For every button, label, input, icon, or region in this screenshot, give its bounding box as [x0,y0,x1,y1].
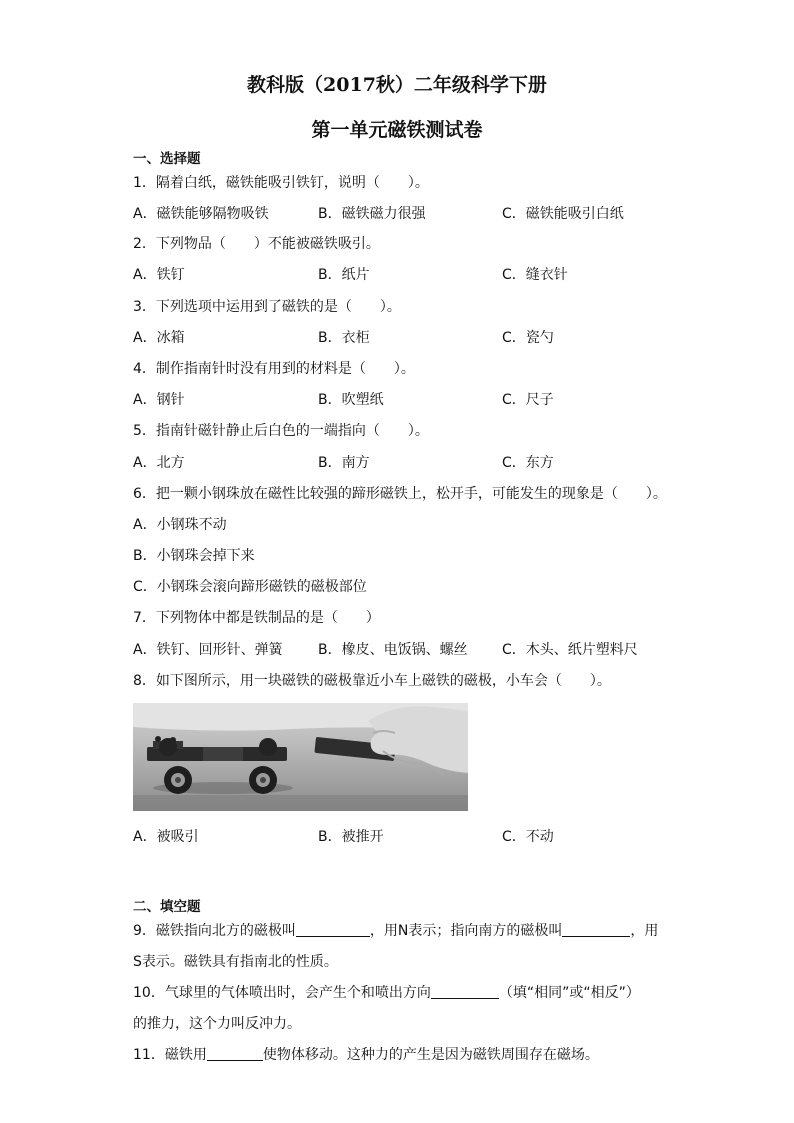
q6-option-b: B．小钢珠会掉下来 [133,548,255,564]
q8-option-b: B．被推开 [318,829,384,845]
magnet-car-photo [133,703,468,811]
q5-option-c: C．东方 [502,455,554,471]
q3-option-c: C．瓷勺 [502,330,554,346]
q4-option-c: C．尺子 [502,392,554,408]
question-8: 8．如下图所示，用一块磁铁的磁极靠近小车上磁铁的磁极，小车会（ ）。 [133,673,611,689]
question-4: 4．制作指南针时没有用到的材料是（ ）。 [133,361,415,377]
q9-text-1: 9．磁铁指向北方的磁极叫 [133,923,296,939]
q11-text-2: 使物体移动。这种力的产生是因为磁铁周围存在磁场。 [262,1047,599,1063]
q11-blank[interactable] [207,1046,263,1061]
q7-option-a: A．铁钉、回形针、弹簧 [133,642,283,658]
question-9-line-2: S表示。磁铁具有指南北的性质。 [133,954,338,970]
q10-blank[interactable] [431,984,499,999]
q1-option-b: B．磁铁磁力很强 [318,206,426,222]
document-title: 教科版（2017秋）二年级科学下册 [247,74,547,96]
question-5: 5．指南针磁针静止后白色的一端指向（ ）。 [133,423,429,439]
q9-text-3: ，用 [630,923,659,939]
q2-option-b: B．纸片 [318,267,370,283]
question-3: 3．下列选项中运用到了磁铁的是（ ）。 [133,299,401,315]
q8-option-c: C．不动 [502,829,554,845]
question-10-line-2: 的推力，这个力叫反冲力。 [133,1016,301,1032]
q9-blank-1[interactable] [296,922,370,937]
q7-option-b: B．橡皮、电饭锅、螺丝 [318,642,468,658]
question-10 [133,982,640,1002]
q4-option-a: A．钢针 [133,392,185,408]
q3-option-a: A．冰箱 [133,330,185,346]
question-1: 1．隔着白纸，磁铁能吸引铁钉，说明（ ）。 [133,175,429,191]
q2-option-a: A．铁钉 [133,267,185,283]
question-6: 6．把一颗小钢珠放在磁性比较强的蹄形磁铁上，松开手，可能发生的现象是（ ）。 [133,486,667,502]
q10-text-1: 10．气球里的气体喷出时，会产生个和喷出方向 [133,985,431,1001]
q3-option-b: B．衣柜 [318,330,370,346]
question-9 [133,920,658,940]
section-heading-choice: 一、选择题 [133,151,201,167]
q1-option-a: A．磁铁能够隔物吸铁 [133,206,269,222]
q5-option-a: A．北方 [133,455,185,471]
q9-blank-2[interactable] [562,922,630,937]
q6-option-a: A．小钢珠不动 [133,517,227,533]
q10-text-2: （填“相同”或“相反”） [498,985,640,1001]
section-heading-fill: 二、填空题 [133,899,201,915]
question-11 [133,1044,599,1064]
q8-option-a: A．被吸引 [133,829,199,845]
question-2: 2．下列物品（ ）不能被磁铁吸引。 [133,236,380,252]
q4-option-b: B．吹塑纸 [318,392,384,408]
document-subtitle: 第一单元磁铁测试卷 [311,119,483,141]
q7-option-c: C．木头、纸片塑料尺 [502,642,638,658]
q1-option-c: C．磁铁能吸引白纸 [502,206,624,222]
question-7: 7．下列物体中都是铁制品的是（ ） [133,610,380,626]
q2-option-c: C．缝衣针 [502,267,568,283]
q9-text-2: ，用N表示；指向南方的磁极叫 [369,923,563,939]
q6-option-c: C．小钢珠会滚向蹄形磁铁的磁极部位 [133,579,367,595]
q5-option-b: B．南方 [318,455,370,471]
q11-text-1: 11．磁铁用 [133,1047,207,1063]
